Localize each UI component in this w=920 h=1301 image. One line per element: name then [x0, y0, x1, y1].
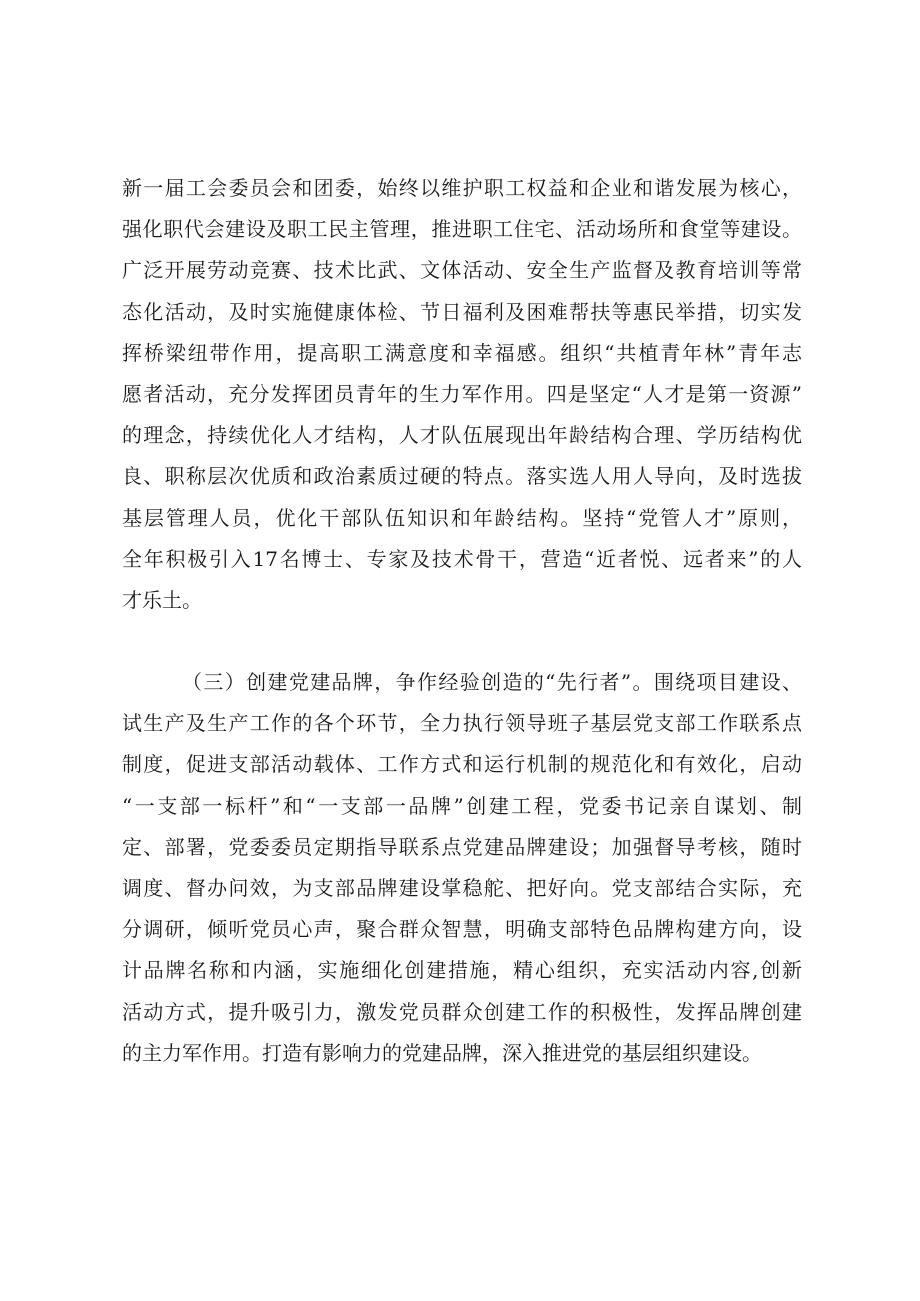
paragraph-line: 态化活动，及时实施健康体检、节日福利及困难帮扶等惠民举措，切实发 [122, 299, 802, 324]
paragraph-line: 计品牌名称和内涵，实施细化创建措施，精心组织，充实活动内容,创新 [122, 958, 802, 983]
paragraph-line: 的主力军作用。打造有影响力的党建品牌，深入推进党的基层组织建设。 [122, 1040, 762, 1065]
paragraph-line: 分调研，倾听党员心声，聚合群众智慧，明确支部特色品牌构建方向，设 [122, 917, 802, 942]
paragraph-line: 制度，促进支部活动载体、工作方式和运行机制的规范化和有效化，启动 [122, 752, 802, 777]
paragraph-line: 试生产及生产工作的各个环节，全力执行领导班子基层党支部工作联系点 [122, 711, 802, 736]
paragraph-line: “一支部一标杆”和“一支部一品牌”创建工程，党委书记亲自谋划、制 [122, 793, 802, 818]
paragraph-party-brand [122, 662, 802, 1074]
paragraph-line: 的理念，持续优化人才结构，人才队伍展现出年龄结构合理、学历结构优 [122, 423, 802, 448]
paragraph-line: 挥桥梁纽带作用，提高职工满意度和幸福感。组织“共植青年林”青年志 [122, 340, 802, 365]
paragraph-line: 才乐土。 [122, 587, 202, 612]
paragraph-line: 良、职称层次优质和政治素质过硬的特点。落实选人用人导向，及时选拔 [122, 464, 802, 489]
paragraph-line: 活动方式，提升吸引力，激发党员群众创建工作的积极性，发挥品牌创建 [122, 999, 802, 1024]
paragraph-line: 广泛开展劳动竞赛、技术比武、文体活动、安全生产监督及教育培训等常 [122, 258, 802, 283]
paragraph-line: 全年积极引入17名博士、专家及技术骨干，营造“近者悦、远者来”的人 [122, 546, 802, 571]
paragraph-line: 强化职代会建设及职工民主管理，推进职工住宅、活动场所和食堂等建设。 [122, 217, 802, 242]
paragraph-line: 定、部署，党委委员定期指导联系点党建品牌建设；加强督导考核，随时 [122, 834, 802, 859]
paragraph-line: 基层管理人员，优化干部队伍知识和年龄结构。坚持“党管人才”原则， [122, 505, 802, 530]
paragraph-line: 愿者活动，充分发挥团员青年的生力军作用。四是坚定“人才是第一资源” [122, 381, 802, 406]
paragraph-talent-and-union [122, 168, 802, 621]
paragraph-line: 调度、督办问效，为支部品牌建设掌稳舵、把好向。党支部结合实际，充 [122, 875, 802, 900]
paragraph-heading-line: （三）创建党建品牌，争作经验创造的“先行者”。围绕项目建设、 [182, 670, 802, 694]
paragraph-line: 新一届工会委员会和团委，始终以维护职工权益和企业和谐发展为核心， [122, 176, 802, 200]
